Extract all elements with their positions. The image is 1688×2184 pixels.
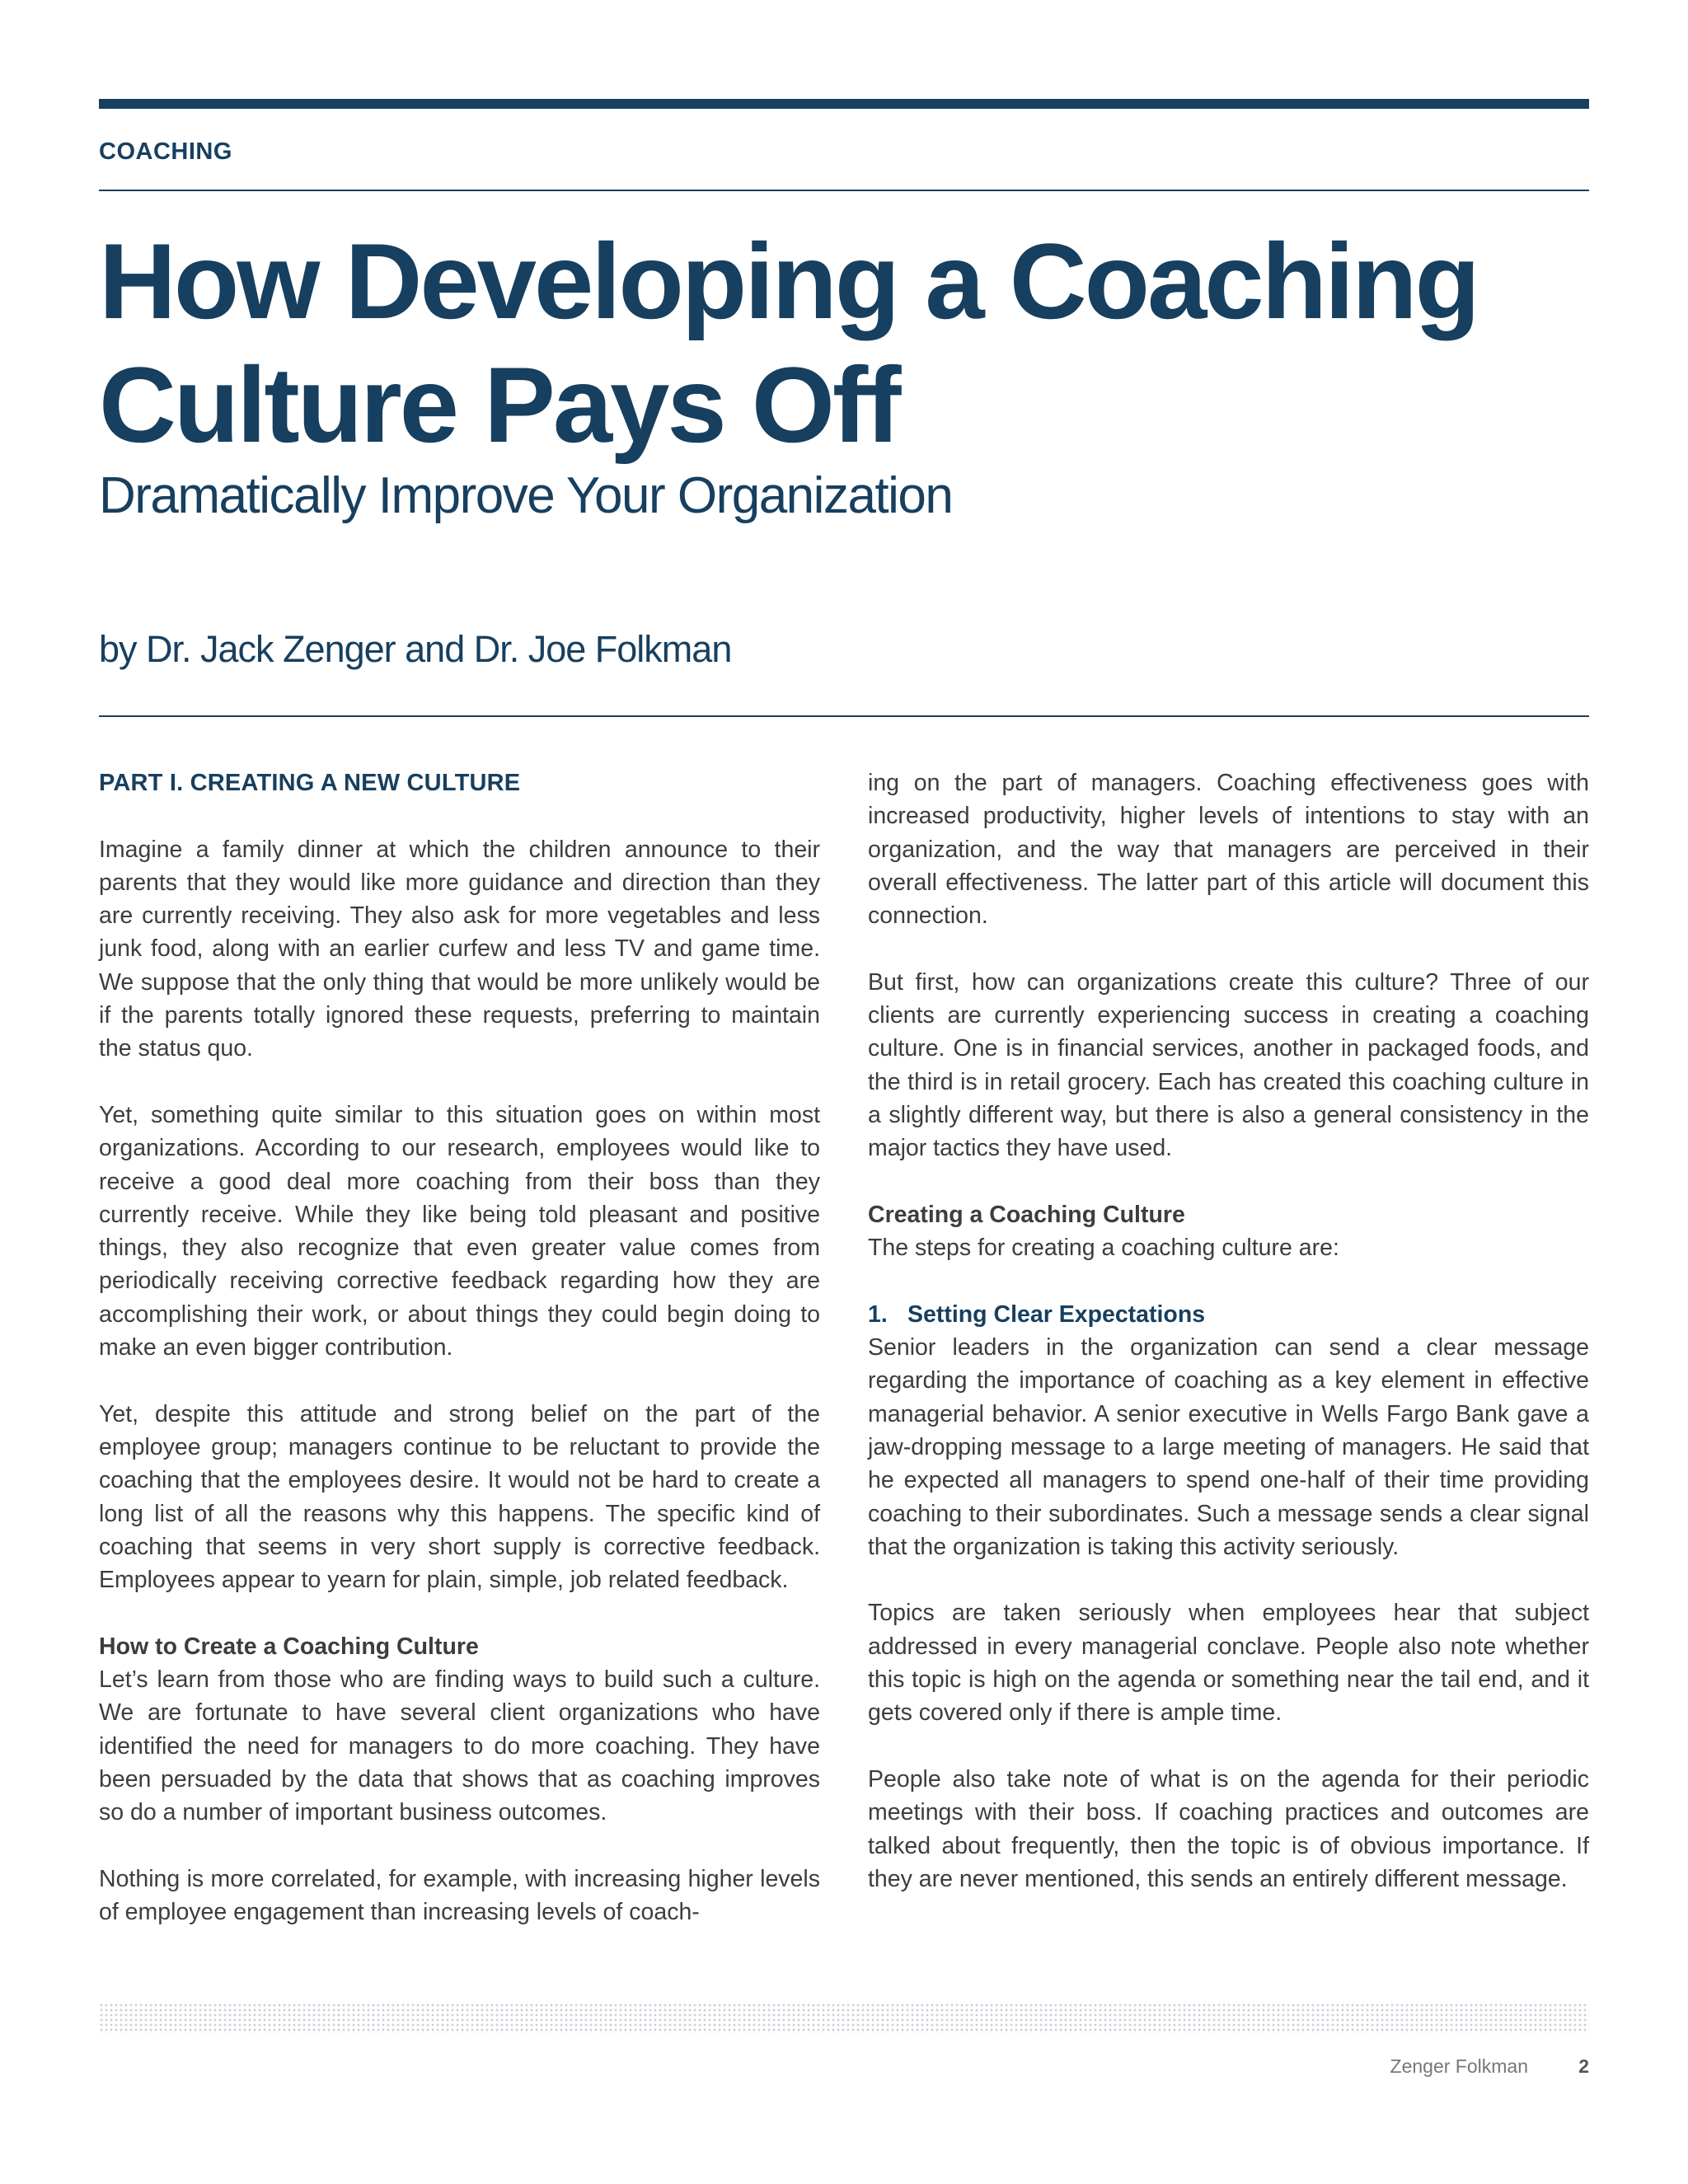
paragraph: Nothing is more correlated, for example, with increasing higher levels of employee engagement than increasing levels of coach- xyxy=(99,1865,820,1926)
byline: by Dr. Jack Zenger and Dr. Joe Folkman xyxy=(99,628,732,670)
paragraph: But first, how can organizations create this culture? Three of our clients are currently experiencing success in creating a coaching culture. One is in financial services, another in packaged foods, and the third is in retail grocery. Each has created this coaching culture in a slightly different way, but there is also a general consistency in the major tactics they have used. xyxy=(868,968,1589,1162)
subheading: How to Create a Coaching Culture xyxy=(99,1633,479,1660)
footer-brand: Zenger Folkman xyxy=(1390,2055,1528,2077)
article-page xyxy=(99,0,1589,2184)
paragraph: Let’s learn from those who are finding ways to build such a culture. We are fortunate to have several client organizations who have identified the need for managers to do more coaching. They have been persuaded by the data that shows that as coaching improves so do a number of important business outcomes. xyxy=(99,1666,820,1826)
section-label: COACHING xyxy=(99,138,232,165)
paragraph: Yet, something quite similar to this situation goes on within most organizations. According to our research, employees would like to receive a good deal more coaching from their boss than they currently receive. While they like being told pleasant and positive things, they also recognize that even greater value comes from periodically receiving corrective feedback regarding how they are accomplishing their work, or about things they could begin doing to make an even bigger contribution. xyxy=(99,1101,820,1361)
paragraph: Senior leaders in the organization can send a clear message regarding the importance of coaching as a key element in effective managerial behavior. A senior executive in Wells Fargo Bank gave a jaw-dropping message to a large meeting of managers. He said that he expected all managers to spend one-half of their time providing coaching to their subordinates. Such a message sends a clear signal that the organization is taking this activity seriously. xyxy=(868,1334,1589,1560)
step-number: 1. xyxy=(868,1301,888,1328)
right-column xyxy=(868,766,1589,1896)
paragraph: People also take note of what is on the agenda for their periodic meetings with their boss. If coaching practices and outcomes are talked about frequently, then the topic is of obvious importance. If they are never mentioned, this sends an entirely different message. xyxy=(868,1765,1589,1892)
page-number: 2 xyxy=(1578,2055,1589,2077)
paragraph: Topics are taken seriously when employees hear that subject addressed in every managerial conclave. People also note whether this topic is high on the agenda or something near the tail end, and it gets covered only if there is ample time. xyxy=(868,1600,1589,1727)
spacer xyxy=(99,799,820,832)
paragraph: Yet, despite this attitude and strong belief on the part of the employee group; managers continue to be reluctant to provide the coaching that the employees desire. It would not be hard to create a long list of all the reasons why this happens. The specific kind of coaching that seems in very short supply is corrective feedback. Employees appear to yearn for plain, simple, job related feedback. xyxy=(99,1400,820,1594)
paragraph: Imagine a family dinner at which the children announce to their parents that they would like more guidance and direction than they are currently receiving. They also ask for more vegetables and less junk food, along with an earlier curfew and less TV and game time. We suppose that the only thing that would be more unlikely would be if the parents totally ignored these requests, preferring to maintain the status quo. xyxy=(99,836,820,1062)
left-column xyxy=(99,766,820,1929)
numbered-heading xyxy=(868,1298,1589,1331)
subheading: Creating a Coaching Culture xyxy=(868,1201,1185,1228)
top-rule xyxy=(99,99,1589,109)
byline-divider xyxy=(99,715,1589,717)
step-heading: Setting Clear Expectations xyxy=(907,1301,1206,1328)
footer-dot-band xyxy=(99,2003,1589,2034)
part-heading: PART I. CREATING A NEW CULTURE xyxy=(99,770,521,796)
article-subtitle: Dramatically Improve Your Organization xyxy=(99,467,953,524)
header-divider xyxy=(99,190,1589,191)
article-title: How Developing a Coaching Culture Pays Off xyxy=(99,221,1478,465)
paragraph: ing on the part of managers. Coaching effectiveness goes with increased productivity, higher levels of intentions to stay with an organization, and the way that managers are perceived in their overall effectiveness. The latter part of this article will document this connection. xyxy=(868,770,1589,930)
paragraph: The steps for creating a coaching culture are: xyxy=(868,1235,1339,1262)
